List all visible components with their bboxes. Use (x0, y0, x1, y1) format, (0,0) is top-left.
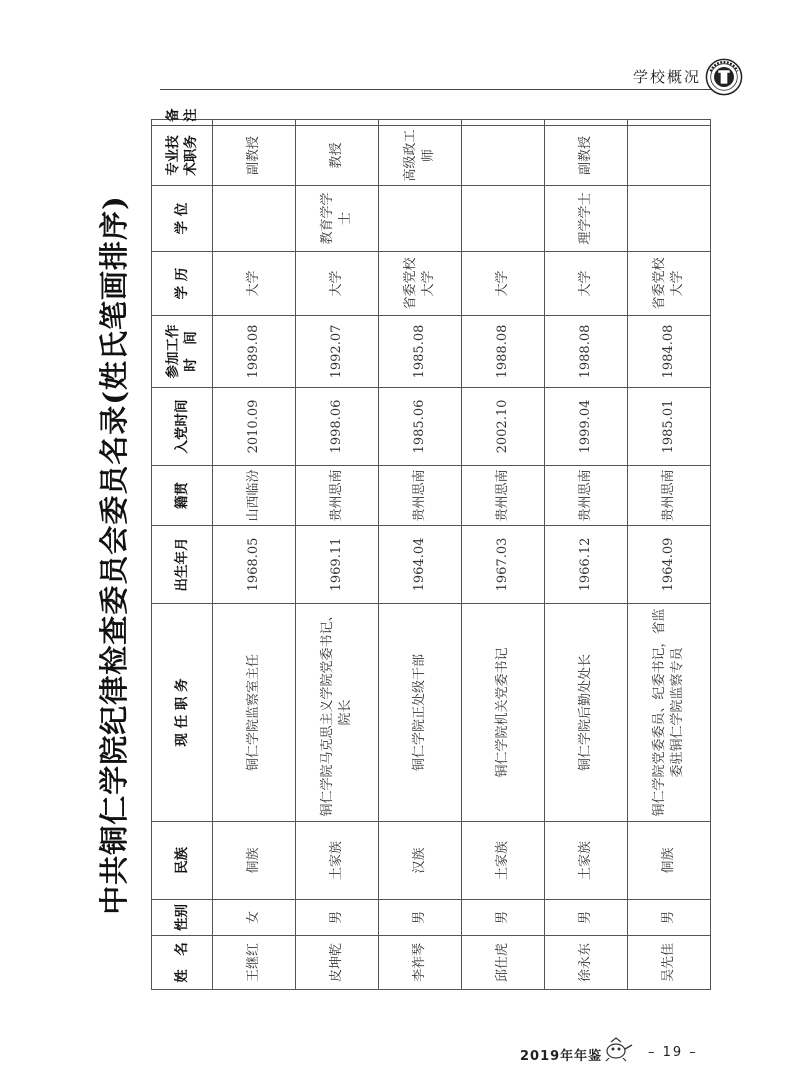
cell-education: 大学 (213, 252, 296, 316)
cell-position: 铜仁学院党委委员、纪委书记，省监委驻铜仁学院监察专员 (628, 604, 711, 822)
cell-title: 高级政工师 (379, 126, 462, 186)
cell-ethnicity: 侗族 (628, 822, 711, 900)
cell-title: 教授 (296, 126, 379, 186)
cell-party-join: 2002.10 (462, 388, 545, 466)
cell-ethnicity: 土家族 (296, 822, 379, 900)
column-header: 参加工作时 间 (152, 316, 213, 388)
cell-gender: 男 (462, 900, 545, 936)
cell-degree (462, 186, 545, 252)
cell-title: 副教授 (213, 126, 296, 186)
column-header: 性别 (152, 900, 213, 936)
cell-title (628, 126, 711, 186)
cell-education: 省委党校大学 (379, 252, 462, 316)
university-seal-icon (705, 58, 743, 96)
cell-gender: 男 (545, 900, 628, 936)
cell-remarks (462, 120, 545, 126)
cell-work-start: 1989.08 (213, 316, 296, 388)
table-row (296, 120, 379, 990)
cell-native-place: 贵州思南 (379, 466, 462, 526)
cell-gender: 男 (296, 900, 379, 936)
column-header: 专业技术职务 (152, 126, 213, 186)
cell-remarks (379, 120, 462, 126)
table-row (628, 120, 711, 990)
cell-position: 铜仁学院机关党委书记 (462, 604, 545, 822)
document-title: 中共铜仁学院纪律检查委员会委员名录(姓氏笔画排序) (97, 195, 131, 915)
column-header: 现 任 职 务 (152, 604, 213, 822)
column-header: 姓 名 (152, 936, 213, 990)
cell-degree (628, 186, 711, 252)
cell-party-join: 1998.06 (296, 388, 379, 466)
committee-members-table (151, 108, 711, 990)
cell-native-place: 贵州思南 (296, 466, 379, 526)
cell-birth: 1968.05 (213, 526, 296, 604)
cell-native-place: 山西临汾 (213, 466, 296, 526)
cell-name: 徐永东 (545, 936, 628, 990)
column-header: 学 历 (152, 252, 213, 316)
cell-native-place: 贵州思南 (462, 466, 545, 526)
cell-native-place: 贵州思南 (628, 466, 711, 526)
cell-remarks (213, 120, 296, 126)
column-header: 籍贯 (152, 466, 213, 526)
cell-education: 大学 (296, 252, 379, 316)
cell-gender: 女 (213, 900, 296, 936)
cell-ethnicity: 土家族 (462, 822, 545, 900)
cell-name: 邱仕虎 (462, 936, 545, 990)
cell-remarks (296, 120, 379, 126)
cell-name: 王继红 (213, 936, 296, 990)
cell-education: 大学 (462, 252, 545, 316)
page-number: – 19 – (648, 1045, 698, 1060)
cell-work-start: 1988.08 (545, 316, 628, 388)
cell-birth: 1964.09 (628, 526, 711, 604)
cell-name: 皮坤乾 (296, 936, 379, 990)
cell-gender: 男 (379, 900, 462, 936)
cell-position: 铜仁学院正处级干部 (379, 604, 462, 822)
table-row (462, 120, 545, 990)
cell-work-start: 1985.08 (379, 316, 462, 388)
cell-gender: 男 (628, 900, 711, 936)
cell-work-start: 1984.08 (628, 316, 711, 388)
cell-work-start: 1988.08 (462, 316, 545, 388)
cell-ethnicity: 汉族 (379, 822, 462, 900)
cell-birth: 1964.04 (379, 526, 462, 604)
cell-ethnicity: 侗族 (213, 822, 296, 900)
column-header: 入党时间 (152, 388, 213, 466)
cell-position: 铜仁学院监察室主任 (213, 604, 296, 822)
column-header: 出生年月 (152, 526, 213, 604)
page-footer (520, 1042, 760, 1064)
section-title: 学校概况 (632, 68, 701, 86)
cell-remarks (628, 120, 711, 126)
cell-position: 铜仁学院马克思主义学院党委书记、院长 (296, 604, 379, 822)
cell-birth: 1966.12 (545, 526, 628, 604)
cell-name: 李祚琴 (379, 936, 462, 990)
table-row (213, 120, 296, 990)
column-header: 民族 (152, 822, 213, 900)
cell-degree: 理学学士 (545, 186, 628, 252)
table-row (545, 120, 628, 990)
cell-party-join: 2010.09 (213, 388, 296, 466)
rotated-page-content (85, 108, 725, 990)
cell-degree (379, 186, 462, 252)
cell-name: 吴先佳 (628, 936, 711, 990)
cell-position: 铜仁学院后勤处处长 (545, 604, 628, 822)
cell-degree: 教育学学士 (296, 186, 379, 252)
table-row (379, 120, 462, 990)
header-rule (160, 89, 735, 90)
column-header: 学 位 (152, 186, 213, 252)
cell-education: 大学 (545, 252, 628, 316)
cell-birth: 1967.03 (462, 526, 545, 604)
cell-remarks (545, 120, 628, 126)
cell-work-start: 1992.07 (296, 316, 379, 388)
cell-degree (213, 186, 296, 252)
cell-party-join: 1999.04 (545, 388, 628, 466)
cell-party-join: 1985.06 (379, 388, 462, 466)
cell-party-join: 1985.01 (628, 388, 711, 466)
cell-ethnicity: 土家族 (545, 822, 628, 900)
cell-title (462, 126, 545, 186)
column-header: 备注 (152, 120, 213, 126)
cell-native-place: 贵州思南 (545, 466, 628, 526)
yearbook-label: 2019年年鉴 (520, 1049, 603, 1064)
cell-education: 省委党校大学 (628, 252, 711, 316)
mascot-icon (602, 1036, 634, 1062)
cell-title: 副教授 (545, 126, 628, 186)
table-header-row (152, 120, 213, 990)
cell-birth: 1969.11 (296, 526, 379, 604)
